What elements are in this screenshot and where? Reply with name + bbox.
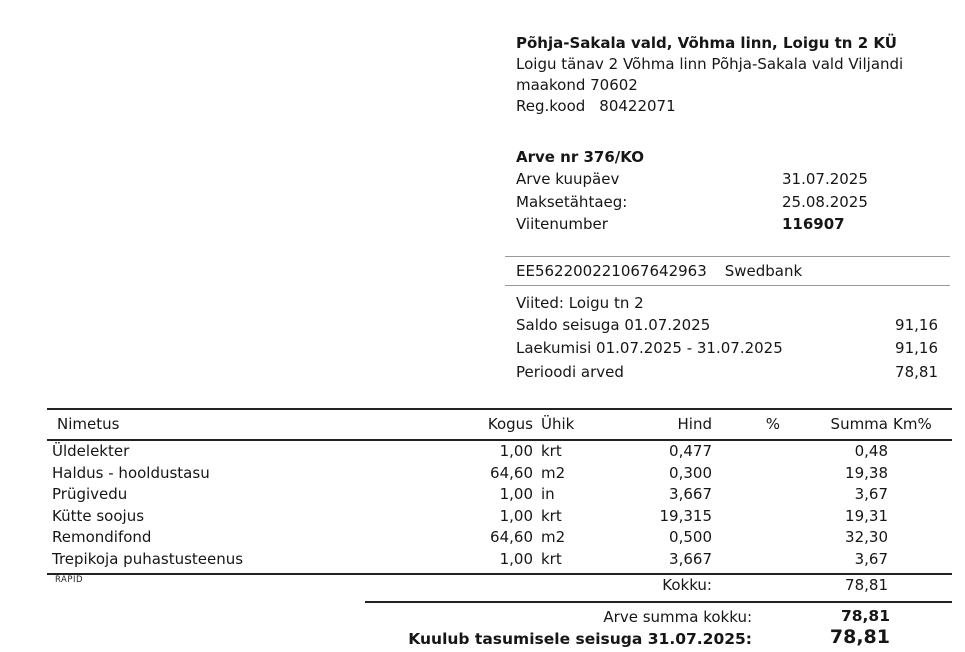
balance-label: Saldo seisuga 01.07.2025	[516, 315, 711, 334]
header-block	[516, 32, 950, 385]
cell-pct	[712, 527, 780, 549]
cell-name: Üldelekter	[52, 442, 130, 460]
balance-row	[516, 314, 950, 338]
cell-sum: 0,48	[854, 442, 888, 460]
table-row	[47, 484, 952, 506]
cell-pct	[712, 463, 780, 485]
table-body	[47, 441, 952, 575]
bank-name: Swedbank	[724, 261, 803, 280]
table-row	[47, 441, 952, 463]
col-header-qty: Kogus	[487, 415, 533, 433]
invoice-date-label: Arve kuupäev	[516, 170, 620, 188]
cell-unit: m2	[541, 528, 566, 547]
totals-divider-line	[365, 601, 952, 603]
cell-name: Prügivedu	[52, 485, 128, 504]
period-invoices-label: Perioodi arved	[516, 362, 624, 381]
cell-name: Kütte soojus	[52, 506, 145, 525]
period-invoices-value: 78,81	[895, 362, 938, 381]
col-header-unit: Ühik	[541, 415, 575, 433]
cell-pct	[712, 441, 780, 463]
cell-name: Trepikoja puhastusteenus	[52, 549, 244, 568]
cell-price: 0,300	[669, 463, 712, 482]
issuer-title: Põhja-Sakala vald, Võhma linn, Loigu tn 2 KÜ	[516, 34, 897, 52]
cell-unit: krt	[541, 506, 562, 525]
amount-due-label: Kuulub tasumisele seisuga 31.07.2025:	[408, 630, 752, 648]
table-row	[47, 463, 952, 485]
iban-row	[516, 260, 950, 282]
reference-number-row	[516, 213, 950, 236]
balance-value: 91,16	[895, 315, 938, 334]
reference-number-label: Viitenumber	[516, 215, 608, 233]
cell-pct	[712, 549, 780, 571]
reference-number-value: 116907	[782, 215, 845, 233]
issuer-address-line2: maakond 70602	[516, 76, 638, 94]
invoice-date-row	[516, 168, 950, 191]
cell-unit: krt	[541, 442, 562, 460]
cell-unit: krt	[541, 549, 562, 568]
cell-sum: 3,67	[854, 485, 888, 504]
cell-price: 3,667	[669, 549, 712, 568]
reg-code-row	[516, 96, 950, 117]
iban-value: EE562200221067642963	[516, 261, 707, 280]
cell-vat	[893, 484, 939, 506]
table-header-row	[47, 408, 952, 441]
cell-vat	[893, 463, 939, 485]
cell-qty: 1,00	[499, 506, 533, 525]
due-date-value: 25.08.2025	[782, 192, 868, 211]
cell-pct	[712, 484, 780, 506]
cell-price: 19,315	[659, 506, 712, 525]
cell-qty: 1,00	[499, 549, 533, 568]
amount-due-value: 78,81	[829, 626, 890, 648]
col-header-price: Hind	[677, 415, 712, 433]
cell-qty: 1,00	[499, 442, 533, 460]
col-header-vat: Km%	[893, 415, 932, 433]
payments-row	[516, 337, 950, 361]
cell-sum: 3,67	[854, 549, 888, 568]
cell-vat	[893, 506, 939, 528]
table-row	[47, 506, 952, 528]
issuer-address-line1: Loigu tänav 2 Võhma linn Põhja-Sakala vald Viljandi	[516, 55, 904, 73]
payments-value: 91,16	[895, 339, 938, 358]
cell-name: Remondifond	[52, 528, 152, 547]
cell-sum: 32,30	[845, 528, 888, 547]
col-header-name: Nimetus	[57, 415, 120, 433]
reg-code-value: 80422071	[599, 97, 676, 115]
cell-unit: m2	[541, 463, 566, 482]
cell-price: 0,500	[669, 528, 712, 547]
cell-sum: 19,38	[845, 463, 888, 482]
bank-account-box	[505, 256, 950, 286]
cell-qty: 64,60	[490, 463, 533, 482]
table-row	[47, 549, 952, 571]
col-header-sum: Summa	[830, 415, 888, 433]
reg-code-label: Reg.kood	[516, 97, 586, 115]
invoice-total-label: Arve summa kokku:	[603, 608, 752, 626]
due-date-row	[516, 191, 950, 214]
col-header-pct: %	[765, 415, 780, 433]
cell-vat	[893, 549, 939, 571]
kokku-value: 78,81	[845, 576, 888, 594]
cell-price: 3,667	[669, 485, 712, 504]
cell-pct	[712, 506, 780, 528]
invoice-total-value: 78,81	[840, 607, 890, 625]
period-invoices-row	[516, 361, 950, 385]
software-mark: RAPID	[55, 575, 84, 585]
cell-vat	[893, 441, 939, 463]
cell-price: 0,477	[669, 442, 712, 460]
due-date-label: Maksetähtaeg:	[516, 192, 628, 211]
cell-name: Haldus - hooldustasu	[52, 463, 210, 482]
invoice-number-title: Arve nr 376/KO	[516, 148, 644, 166]
cell-qty: 64,60	[490, 528, 533, 547]
invoice-date-value: 31.07.2025	[782, 170, 868, 188]
cell-sum: 19,31	[845, 506, 888, 525]
kokku-label: Kokku:	[662, 576, 712, 594]
payments-label: Laekumisi 01.07.2025 - 31.07.2025	[516, 339, 783, 358]
cell-qty: 1,00	[499, 485, 533, 504]
table-row	[47, 527, 952, 549]
reference-line: Viited: Loigu tn 2	[516, 293, 644, 312]
cell-unit: in	[541, 485, 555, 504]
items-table	[47, 408, 952, 575]
cell-vat	[893, 527, 939, 549]
